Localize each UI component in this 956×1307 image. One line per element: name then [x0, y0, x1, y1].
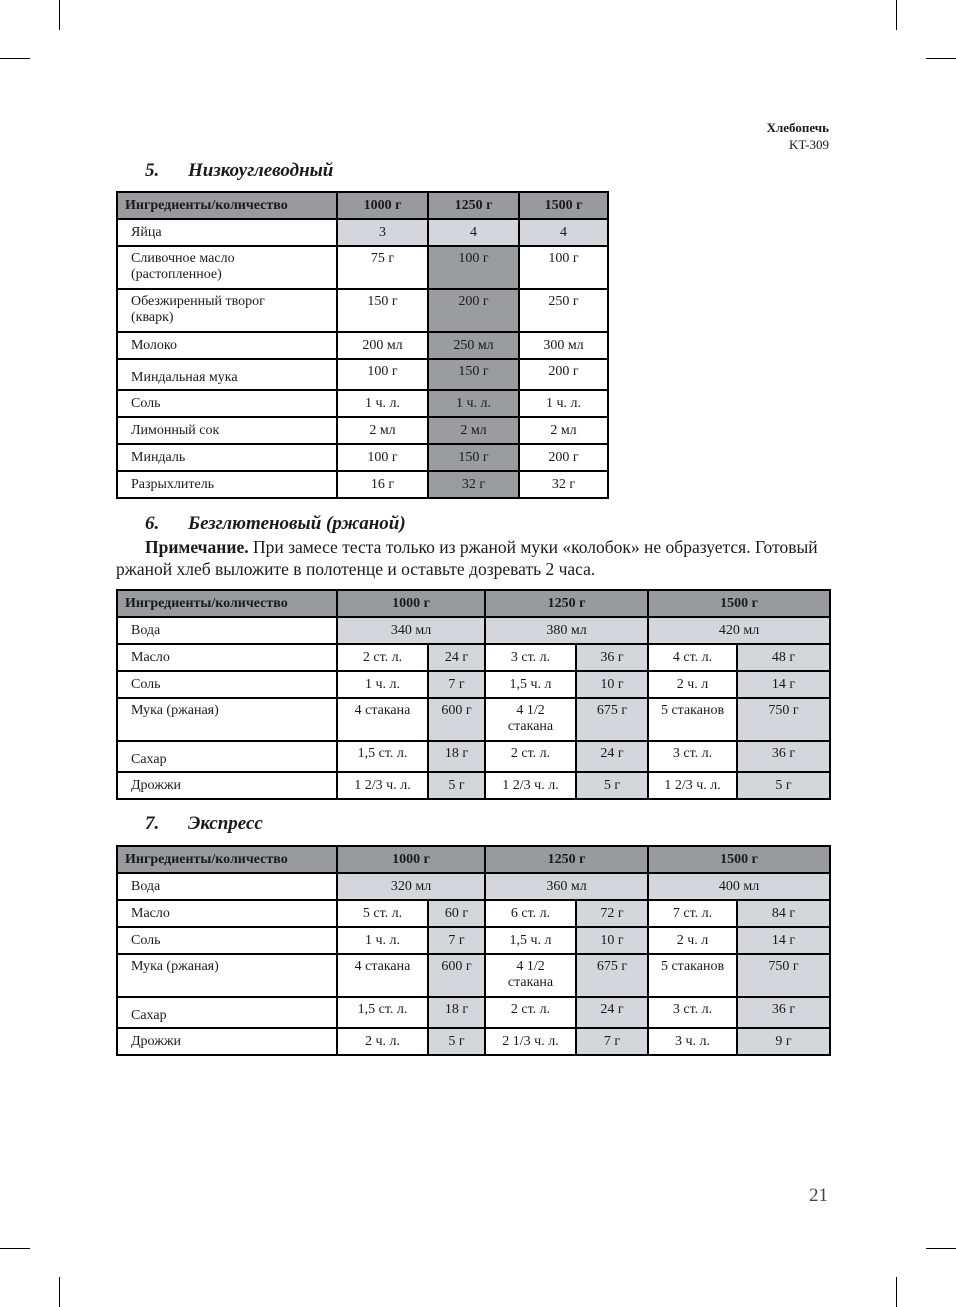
table-row — [117, 671, 830, 698]
crop-mark — [926, 58, 956, 59]
header-cell: 1000 г — [337, 590, 485, 617]
value-cell: 1,5 ст. л. — [337, 997, 428, 1028]
table-row — [117, 997, 830, 1028]
value-cell: 2 ч. л — [648, 671, 737, 698]
recipe-table-7 — [116, 845, 831, 1056]
value-cell: 3 ст. л. — [648, 741, 737, 772]
ingredient-name: Соль — [117, 927, 337, 954]
ingredient-name: Вода — [117, 617, 337, 644]
table-row — [117, 390, 608, 417]
value-cell: 2 ст. л. — [337, 644, 428, 671]
crop-mark — [0, 58, 30, 59]
ingredient-name: Молоко — [117, 332, 337, 359]
value-cell: 4 ст. л. — [648, 644, 737, 671]
ingredient-line: (кварк) — [131, 310, 174, 325]
value-cell: 7 г — [428, 671, 485, 698]
value-cell: 150 г — [337, 289, 428, 332]
value-cell: 1 ч. л. — [337, 390, 428, 417]
value-cell: 380 мл — [485, 617, 648, 644]
value-cell: 36 г — [737, 997, 830, 1028]
value-cell: 24 г — [576, 741, 648, 772]
ingredient-name: Сахар — [117, 741, 337, 772]
table-row — [117, 873, 830, 900]
value-cell: 200 г — [519, 444, 608, 471]
value-cell: 750 г — [737, 698, 830, 741]
value-cell: 2 ст. л. — [485, 741, 576, 772]
note-text: При замесе теста только из ржаной муки «колобок» не образуется. Готовый ржаной хлеб выложите в полотенце и оставьте дозревать 2 часа. — [116, 537, 818, 579]
table-row — [117, 219, 608, 246]
header-cell: 1000 г — [337, 192, 428, 219]
section-6-title — [145, 513, 406, 535]
crop-mark — [926, 1248, 956, 1249]
header-model: KT-309 — [789, 137, 829, 152]
value-line: стакана — [507, 975, 554, 990]
value-cell: 1,5 ч. л — [485, 927, 576, 954]
page-header — [767, 119, 829, 153]
value-cell: 250 г — [519, 289, 608, 332]
value-cell: 100 г — [337, 359, 428, 390]
table-row — [117, 332, 608, 359]
ingredient-name: Миндаль — [117, 444, 337, 471]
note-label: Примечание. — [145, 537, 249, 557]
value-cell: 5 ст. л. — [337, 900, 428, 927]
value-cell: 3 ч. л. — [648, 1028, 737, 1055]
ingredient-name: Миндальная мука — [117, 359, 337, 390]
header-cell: Ингредиенты/количество — [117, 590, 337, 617]
table-row — [117, 644, 830, 671]
table-row — [117, 698, 830, 741]
header-cell: 1500 г — [519, 192, 608, 219]
value-cell: 750 г — [737, 954, 830, 997]
value-cell: 5 г — [428, 772, 485, 799]
value-cell: 7 ст. л. — [648, 900, 737, 927]
value-cell: 300 мл — [519, 332, 608, 359]
crop-mark — [896, 1277, 897, 1307]
header-cell: 1250 г — [485, 590, 648, 617]
value-cell: 4 — [519, 219, 608, 246]
value-cell: 200 г — [519, 359, 608, 390]
value-cell: 36 г — [576, 644, 648, 671]
crop-mark — [59, 0, 60, 30]
header-cell: Ингредиенты/количество — [117, 192, 337, 219]
ingredient-name: Сахар — [117, 997, 337, 1028]
value-cell: 2 мл — [337, 417, 428, 444]
value-cell: 2 ч. л. — [337, 1028, 428, 1055]
ingredient-line: Обезжиренный творог — [131, 294, 265, 309]
value-cell: 4 стакана — [337, 954, 428, 997]
table-row — [117, 772, 830, 799]
value-cell: 60 г — [428, 900, 485, 927]
header-cell: 1500 г — [648, 590, 830, 617]
value-line: 4 1/2 — [516, 703, 545, 718]
value-cell: 84 г — [737, 900, 830, 927]
value-cell: 3 ст. л. — [648, 997, 737, 1028]
value-cell: 100 г — [428, 246, 519, 289]
value-cell: 5 г — [737, 772, 830, 799]
value-cell: 10 г — [576, 927, 648, 954]
ingredient-line: Сливочное масло — [131, 251, 235, 266]
value-cell: 16 г — [337, 471, 428, 498]
page-number: 21 — [809, 1185, 828, 1206]
header-brand: Хлебопечь — [766, 120, 829, 135]
section-number: 6. — [145, 513, 160, 534]
value-cell: 600 г — [428, 698, 485, 741]
value-cell: 4 стакана — [337, 698, 428, 741]
value-cell: 24 г — [428, 644, 485, 671]
value-cell: 6 ст. л. — [485, 900, 576, 927]
value-cell: 2 1/3 ч. л. — [485, 1028, 576, 1055]
recipe-table-5 — [116, 191, 609, 499]
value-cell: 14 г — [737, 671, 830, 698]
header-cell: 1250 г — [485, 846, 648, 873]
ingredient-name: Яйца — [117, 219, 337, 246]
section-number: 7. — [145, 813, 160, 834]
value-cell — [485, 954, 576, 997]
value-cell: 7 г — [576, 1028, 648, 1055]
recipe-table-6 — [116, 589, 831, 800]
section-7-title — [145, 813, 263, 835]
section-5-title — [145, 160, 333, 182]
value-cell: 32 г — [519, 471, 608, 498]
crop-mark — [896, 0, 897, 30]
value-cell: 2 ст. л. — [485, 997, 576, 1028]
value-cell: 250 мл — [428, 332, 519, 359]
value-cell: 2 ч. л — [648, 927, 737, 954]
value-cell: 200 мл — [337, 332, 428, 359]
header-cell: Ингредиенты/количество — [117, 846, 337, 873]
value-cell: 5 г — [428, 1028, 485, 1055]
value-cell: 1 ч. л. — [428, 390, 519, 417]
value-cell: 320 мл — [337, 873, 485, 900]
ingredient-name: Вода — [117, 873, 337, 900]
value-cell: 2 мл — [519, 417, 608, 444]
ingredient-name: Дрожжи — [117, 1028, 337, 1055]
note-paragraph — [116, 536, 836, 580]
table-row — [117, 444, 608, 471]
value-cell: 75 г — [337, 246, 428, 289]
value-cell: 1 ч. л. — [519, 390, 608, 417]
ingredient-name: Дрожжи — [117, 772, 337, 799]
ingredient-name — [117, 289, 337, 332]
value-cell: 1 2/3 ч. л. — [337, 772, 428, 799]
value-cell: 400 мл — [648, 873, 830, 900]
value-cell: 5 стаканов — [648, 698, 737, 741]
value-cell: 100 г — [519, 246, 608, 289]
value-cell: 420 мл — [648, 617, 830, 644]
table-row — [117, 289, 608, 332]
ingredient-name: Масло — [117, 900, 337, 927]
value-cell: 360 мл — [485, 873, 648, 900]
value-cell: 1 2/3 ч. л. — [648, 772, 737, 799]
header-cell: 1000 г — [337, 846, 485, 873]
value-cell: 3 — [337, 219, 428, 246]
value-cell: 1,5 ст. л. — [337, 741, 428, 772]
table-row — [117, 359, 608, 390]
table-row — [117, 417, 608, 444]
ingredient-name: Разрыхлитель — [117, 471, 337, 498]
table-row — [117, 246, 608, 289]
table-header-row — [117, 590, 830, 617]
header-cell: 1500 г — [648, 846, 830, 873]
crop-mark — [0, 1248, 30, 1249]
section-name: Низкоуглеводный — [188, 160, 334, 181]
ingredient-name: Мука (ржаная) — [117, 698, 337, 741]
table-header-row — [117, 192, 608, 219]
ingredient-name — [117, 246, 337, 289]
value-cell: 24 г — [576, 997, 648, 1028]
value-line: 4 1/2 — [516, 959, 545, 974]
table-row — [117, 1028, 830, 1055]
table-row — [117, 954, 830, 997]
value-cell: 600 г — [428, 954, 485, 997]
value-cell: 675 г — [576, 954, 648, 997]
value-cell: 150 г — [428, 359, 519, 390]
value-cell: 200 г — [428, 289, 519, 332]
ingredient-name: Соль — [117, 390, 337, 417]
section-name: Экспресс — [188, 813, 263, 834]
value-line: стакана — [507, 719, 554, 734]
value-cell: 1 ч. л. — [337, 927, 428, 954]
table-row — [117, 741, 830, 772]
value-cell: 675 г — [576, 698, 648, 741]
value-cell: 5 г — [576, 772, 648, 799]
value-cell: 36 г — [737, 741, 830, 772]
value-cell: 10 г — [576, 671, 648, 698]
value-cell: 32 г — [428, 471, 519, 498]
value-cell: 7 г — [428, 927, 485, 954]
ingredient-name: Лимонный сок — [117, 417, 337, 444]
value-cell: 1 ч. л. — [337, 671, 428, 698]
value-cell: 3 ст. л. — [485, 644, 576, 671]
value-cell: 2 мл — [428, 417, 519, 444]
header-cell: 1250 г — [428, 192, 519, 219]
ingredient-name: Мука (ржаная) — [117, 954, 337, 997]
value-cell: 100 г — [337, 444, 428, 471]
section-number: 5. — [145, 160, 160, 181]
value-cell — [485, 698, 576, 741]
value-cell: 1 2/3 ч. л. — [485, 772, 576, 799]
value-cell: 48 г — [737, 644, 830, 671]
ingredient-line: (растопленное) — [131, 267, 222, 282]
value-cell: 150 г — [428, 444, 519, 471]
table-row — [117, 617, 830, 644]
section-name: Безглютеновый (ржаной) — [188, 513, 406, 534]
value-cell: 72 г — [576, 900, 648, 927]
table-row — [117, 900, 830, 927]
value-cell: 9 г — [737, 1028, 830, 1055]
ingredient-name: Соль — [117, 671, 337, 698]
value-cell: 1,5 ч. л — [485, 671, 576, 698]
ingredient-name: Масло — [117, 644, 337, 671]
value-cell: 5 стаканов — [648, 954, 737, 997]
table-row — [117, 927, 830, 954]
crop-mark — [59, 1277, 60, 1307]
value-cell: 18 г — [428, 997, 485, 1028]
table-row — [117, 471, 608, 498]
value-cell: 14 г — [737, 927, 830, 954]
table-header-row — [117, 846, 830, 873]
value-cell: 18 г — [428, 741, 485, 772]
value-cell: 4 — [428, 219, 519, 246]
value-cell: 340 мл — [337, 617, 485, 644]
